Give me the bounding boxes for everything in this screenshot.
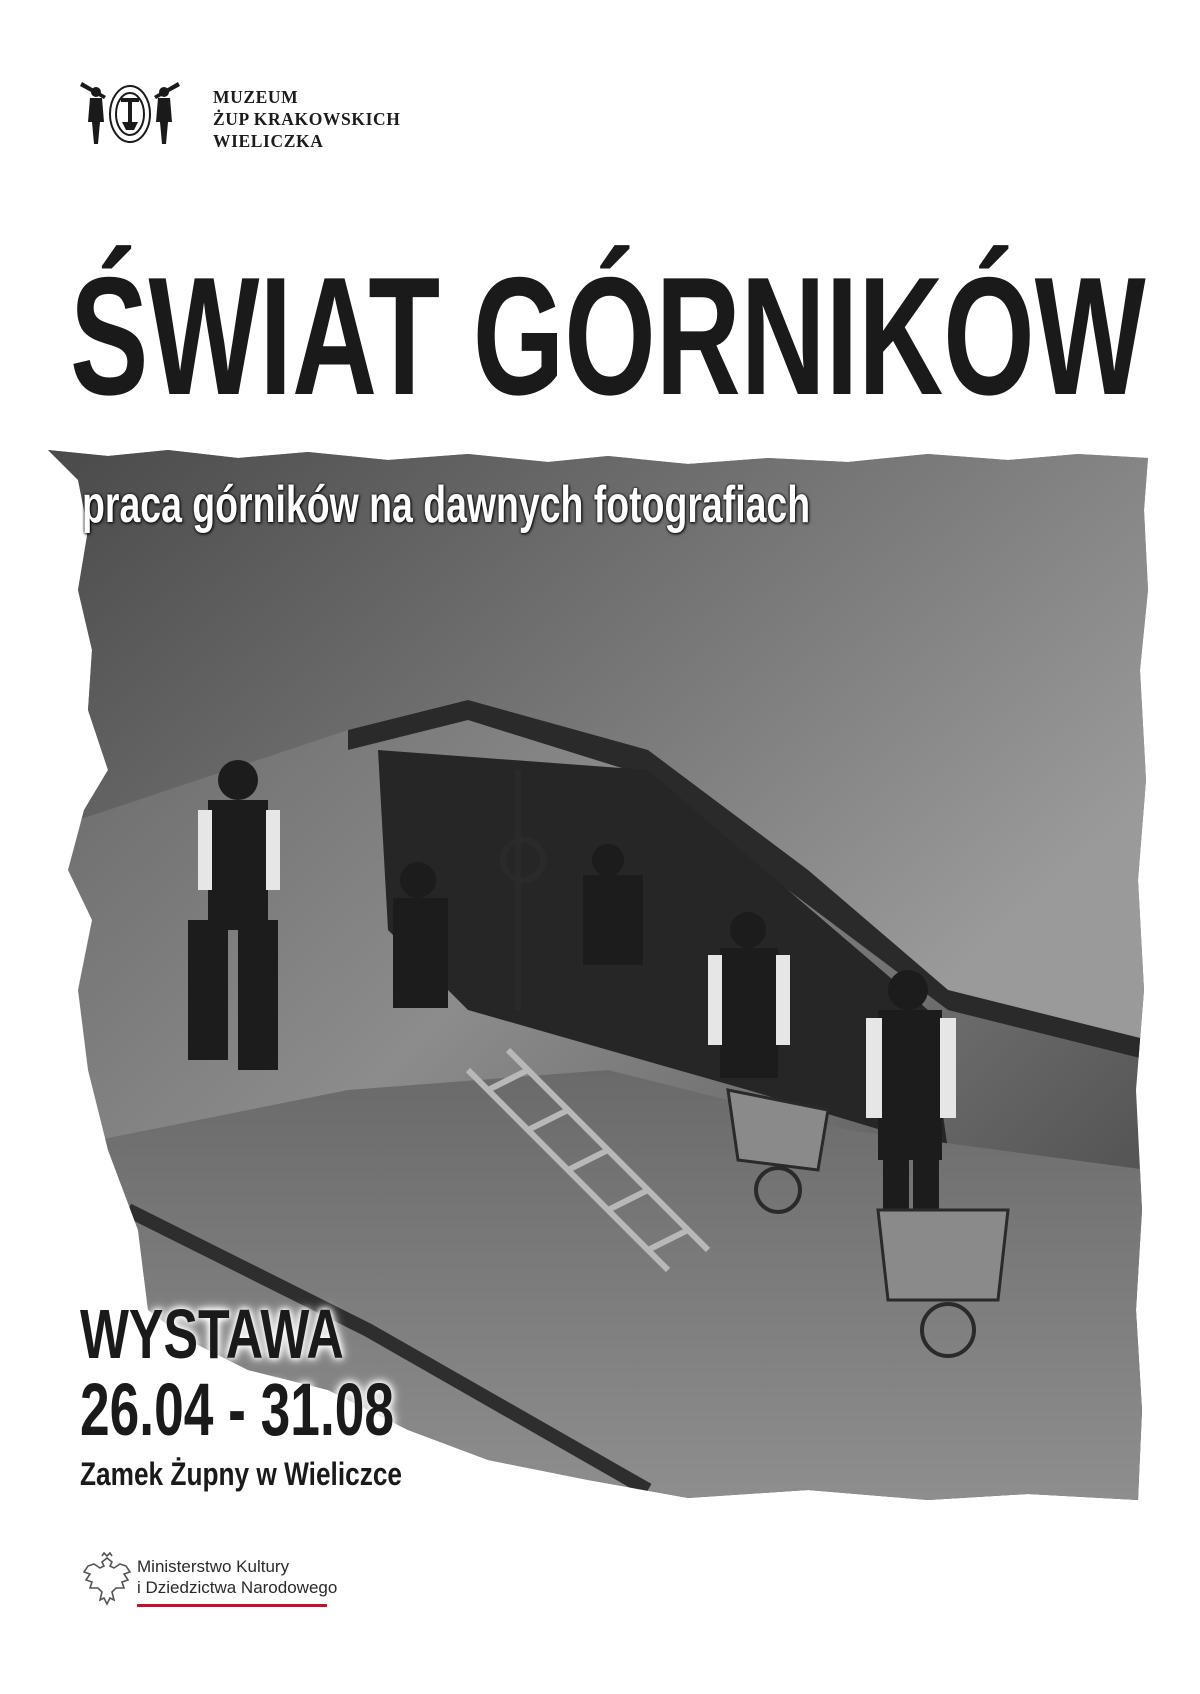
- exhibition-dates: 26.04 - 31.08: [80, 1368, 395, 1451]
- exhibition-venue: Zamek Żupny w Wieliczce: [80, 1456, 403, 1492]
- ministry-name: [137, 1556, 337, 1598]
- ministry-name-line: i Dziedzictwa Narodowego: [137, 1578, 338, 1597]
- museum-name-line: MUZEUM: [213, 87, 299, 107]
- museum-name-line: ŻUP KRAKOWSKICH: [213, 109, 401, 129]
- museum-name: [213, 86, 400, 152]
- page-subtitle: praca górników na dawnych fotografiach: [82, 476, 811, 534]
- ministry-name-line: Ministerstwo Kultury: [137, 1557, 290, 1576]
- ministry-logo: [80, 1552, 134, 1612]
- miners-crest-icon: [76, 78, 184, 150]
- ministry-accent-rule: [137, 1604, 327, 1607]
- page-title: ŚWIAT GÓRNIKÓW: [70, 242, 1146, 430]
- white-eagle-emblem-icon: [80, 1552, 134, 1612]
- exhibition-info: [80, 1295, 600, 1494]
- museum-name-line: WIELICZKA: [213, 131, 324, 151]
- exhibition-label: WYSTAWA: [80, 1295, 344, 1373]
- museum-logo: [76, 78, 184, 150]
